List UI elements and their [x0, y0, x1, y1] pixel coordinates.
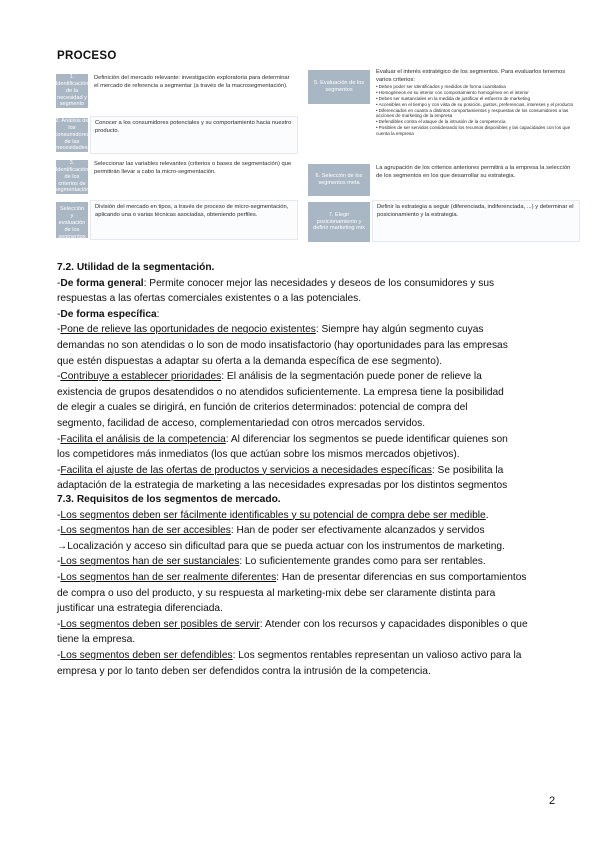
- process-step-2-desc: Conocer a los consumidores potenciales y su comportamiento hacia nuestro producto.: [90, 116, 298, 154]
- paragraph-specific: -De forma específica:: [57, 308, 160, 320]
- process-step-1-box: 1. Identificación de la necesidad y segmento: [55, 73, 89, 108]
- process-step-6-box: 6. Selección de los segmentos meta: [308, 164, 370, 196]
- section-heading: 7.2. Utilidad de la segmentación.: [57, 262, 215, 273]
- process-step-2-box: 2. Análisis de los consumidores de las necesidades: [54, 117, 90, 152]
- process-step-4-desc: División del mercado en tipos, a través de proceso de micro-segmentación, aplicando una o varias técnicas asociadas, obteniendo perfiles.: [90, 200, 298, 240]
- process-step-5-box: 5. Evaluación de los segmentos: [308, 70, 370, 104]
- requirement-item: -Los segmentos han de ser realmente diferentes: Han de presentar diferencias en sus comportamientos: [57, 571, 527, 583]
- criteria-item: • Diferenciados en cuanto a distintos comportamientos y respuestas de los consumidores a las acciones de marketing de la empresa: [376, 108, 576, 120]
- process-step-1-desc: Definición del mercado relevante: investigación exploratoria para determinar el mercado de referencia a segmentar (a través de la macrosegmentación).: [94, 75, 290, 89]
- process-step-5-criteria-list: [376, 84, 576, 137]
- section-7-2: 7.2. Utilidad de la segmentación. -De forma general: Permite conocer mejor las necesidades y deseos de los consumidores y sus respuestas a las ofertas comerciales existentes o a las potenciales. -De forma específica: -Pone de relieve las oportunidades de negocio existentes: Siempre hay algún segmento cuyas demandas no son atendidas o lo son de modo insatisfactorio (hay oportunidades para las empresas que estén dispuestas a adaptar su oferta a la demanda específica de ese segmento). -Contribuye a establecer prioridades: El análisis de la segmentación puede poner de relieve la existencia de grupos desatendidos o no atendidos suficientemente. La empresa tiene la posibilidad de elegir a cuales se dirigirá, en función de criterios determinados: potencial de compra del segmento, facilidad de acceso, complementariedad con otros mercados servidos. -Facilita el análisis de la competencia: Al diferenciar los segmentos se puede identificar quienes son los competidores más inmediatos (los que actúan sobre los mismos mercados objetivos). -Facilita el ajuste de las ofertas de productos y servicios a necesidades específicas: Se posibilita la adaptación de la estrategia de marketing a las necesidades expresadas por los distintos segmentos: [57, 260, 557, 494]
- criteria-item: • Deben poder ser identificados y medidos de forma cuantitativa: [376, 84, 576, 90]
- section-7-3: 7.3. Requisitos de los segmentos de mercado. -Los segmentos deben ser fácilmente identificables y su potencial de compra debe ser medible. -Los segmentos han de ser accesibles: Han de poder ser efectivamente alcanzados y servidos →Localización y acceso sin dificultad para que se pueda actuar con los instrumentos de marketing. -Los segmentos han de ser sustanciales: Lo suficientemente grandes como para ser rentables. -Los segmentos han de ser realmente diferentes: Han de presentar diferencias en sus comportamientos de compra o uso del producto, y su respuesta al marketing-mix debe ser claramente distinta para justificar una estrategia diferenciada. -Los segmentos deben ser posibles de servir: Atender con los recursos y capacidades disponibles o que tiene la empresa. -Los segmentos deben ser defendibles: Los segmentos rentables representan un valioso activo para la empresa y por lo tanto deben ser defendidos contra la intrusión de la competencia.: [57, 492, 557, 679]
- criteria-item: • Accesibles en el tiempo y con vista de su posición, gustos, preferencias, intereses y el producto: [376, 102, 576, 108]
- page-number: 2: [549, 795, 556, 807]
- process-step-4-box: 4. Selección y evaluación de los segmentos: [56, 202, 88, 238]
- utility-item: -Facilita el análisis de la competencia: Al diferenciar los segmentos se puede identificar quienes son: [57, 433, 508, 445]
- requirement-item: -Los segmentos deben ser fácilmente identificables y su potencial de compra debe ser medible.: [57, 509, 489, 521]
- paragraph-general: -De forma general: Permite conocer mejor las necesidades y deseos de los consumidores y sus: [57, 277, 495, 289]
- criteria-item: • Defendibles contra el ataque de la intrusión de la competencia: [376, 119, 576, 125]
- requirement-item: -Los segmentos deben ser defendibles: Los segmentos rentables representan un valioso activo para la: [57, 649, 522, 661]
- label-specific: De forma específica: [60, 308, 157, 320]
- process-step-5-desc: [372, 66, 580, 160]
- criteria-item: • Deben ser sustanciales en la medida de justificar el esfuerzo de marketing: [376, 96, 576, 102]
- criteria-item: • Homogéneos en su interior con comportamiento homogéneo en el interior: [376, 90, 576, 96]
- criteria-item: • Posibles de ser servidos considerando los recursos disponibles y las capacidades con los que cuenta la empresa: [376, 125, 576, 137]
- utility-item: -Contribuye a establecer prioridades: El análisis de la segmentación puede poner de relieve la: [57, 371, 482, 383]
- requirement-item: -Los segmentos han de ser sustanciales: Lo suficientemente grandes como para ser rentables.: [57, 556, 486, 568]
- process-step-6-desc: La agrupación de los criterios anteriores permitirá a la empresa la selección de los segmentos en los que desarrollar su estrategia.: [376, 165, 571, 179]
- requirement-item: -Los segmentos han de ser accesibles: Han de poder ser efectivamente alcanzados y servidos: [57, 525, 485, 537]
- process-diagram: [0, 0, 600, 260]
- process-step-5-text: Evaluar el interés estratégico de los segmentos. Para evaluarlos tenemos varios criterios:: [376, 69, 566, 83]
- requirement-item: -Los segmentos deben ser posibles de servir: Atender con los recursos y capacidades disponibles o que: [57, 618, 528, 630]
- page-title: PROCESO: [57, 50, 117, 62]
- utility-item: -Facilita el ajuste de las ofertas de productos y servicios a necesidades específicas: Se posibilita la: [57, 464, 504, 476]
- process-step-3-desc: Seleccionar las variables relevantes (criterios o bases de segmentación) que permitirán llevar a cabo la micro-segmentación.: [94, 161, 292, 175]
- label-general: De forma general: [60, 277, 144, 289]
- process-step-7-desc: Definir la estrategia a seguir (diferenciada, indiferenciada, ...) y determinar el posicionamiento y la estrategia.: [372, 200, 580, 242]
- process-step-7-box: 7. Elegir posicionamiento y definir marketing mix: [308, 202, 370, 242]
- utility-item: -Pone de relieve las oportunidades de negocio existentes: Siempre hay algún segmento cuyas: [57, 324, 484, 336]
- section-heading: 7.3. Requisitos de los segmentos de mercado.: [57, 494, 281, 505]
- process-step-3-box: 3. Identificación de los criterios de segmentación: [54, 159, 90, 194]
